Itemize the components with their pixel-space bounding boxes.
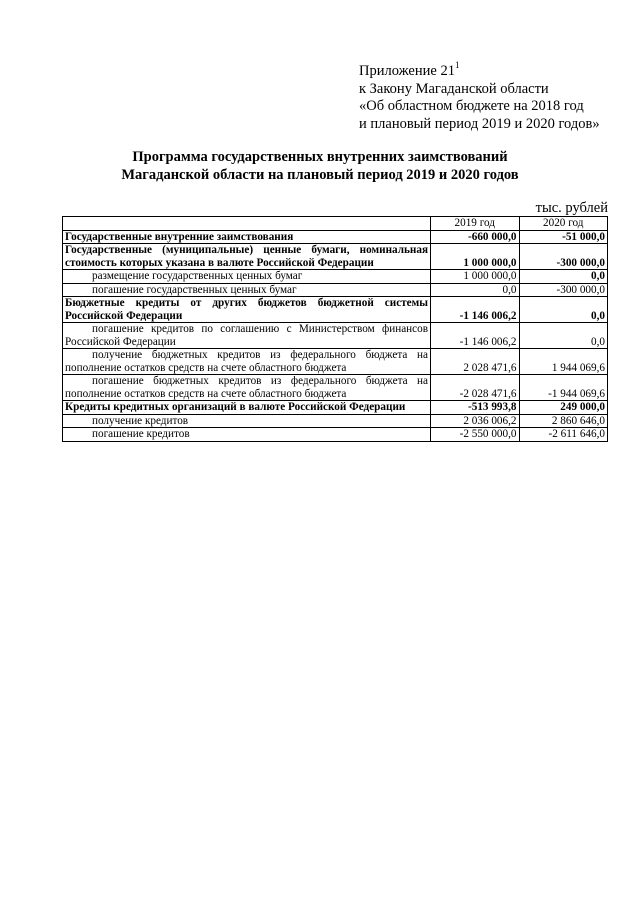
table-row: [63, 428, 608, 442]
row-name: Кредиты кредитных организаций в валюте Российской Федерации: [63, 401, 431, 415]
appendix-line-2: к Закону Магаданской области: [359, 80, 549, 97]
row-name: получение бюджетных кредитов из федерального бюджета на пополнение остатков средств на счете областного бюджета: [63, 349, 431, 375]
row-value-2020: -300 000,0: [519, 283, 608, 297]
row-name: размещение государственных ценных бумаг: [63, 270, 431, 284]
row-name: Государственные внутренние заимствования: [63, 230, 431, 244]
row-value-2019: -2 550 000,0: [431, 428, 520, 442]
row-value-2019: -2 028 471,6: [431, 375, 520, 401]
row-value-2020: 2 860 646,0: [519, 414, 608, 428]
appendix-line-3: «Об областном бюджете на 2018 год: [359, 98, 584, 114]
row-name: Бюджетные кредиты от других бюджетов бюджетной системы Российской Федерации: [63, 297, 431, 323]
row-value-2020: 0,0: [519, 297, 608, 323]
row-value-2019: 2 028 471,6: [431, 349, 520, 375]
table-row: [63, 244, 608, 270]
document-title: [0, 148, 640, 184]
row-value-2020: 249 000,0: [519, 401, 608, 415]
table-row: [63, 323, 608, 349]
row-name: погашение государственных ценных бумаг: [63, 283, 431, 297]
appendix-note: [359, 60, 600, 133]
table-row: [63, 270, 608, 284]
table-row: [63, 297, 608, 323]
table-header-row: [63, 217, 608, 231]
header-cell-2020: 2020 год: [519, 217, 608, 231]
table-row: [63, 283, 608, 297]
table-row: [63, 349, 608, 375]
row-value-2020: 1 944 069,6: [519, 349, 608, 375]
row-value-2020: 0,0: [519, 270, 608, 284]
appendix-line-4: и плановый период 2019 и 2020 годов»: [359, 115, 600, 132]
borrowing-table: [62, 216, 608, 442]
row-name: погашение кредитов по соглашению с Министерством финансов Российской Федерации: [63, 323, 431, 349]
row-value-2019: -660 000,0: [431, 230, 520, 244]
row-value-2020: -51 000,0: [519, 230, 608, 244]
row-value-2020: -2 611 646,0: [519, 428, 608, 442]
units-label: тыс. рублей: [535, 200, 608, 216]
row-value-2019: -1 146 006,2: [431, 297, 520, 323]
table-row: [63, 414, 608, 428]
table-row: [63, 230, 608, 244]
row-name: погашение бюджетных кредитов из федерального бюджета на пополнение остатков средств на счете областного бюджета: [63, 375, 431, 401]
row-name: погашение кредитов: [63, 428, 431, 442]
row-value-2020: 0,0: [519, 323, 608, 349]
row-value-2019: 1 000 000,0: [431, 270, 520, 284]
row-value-2019: -513 993,8: [431, 401, 520, 415]
appendix-line-1: Приложение $21^1$: [359, 60, 460, 79]
row-value-2019: 0,0: [431, 283, 520, 297]
table-row: [63, 375, 608, 401]
row-name: получение кредитов: [63, 414, 431, 428]
header-cell-name: [63, 217, 431, 231]
row-value-2019: 2 036 006,2: [431, 414, 520, 428]
row-name: Государственные (муниципальные) ценные бумаги, номинальная стоимость которых указана в валюте Российской Федерации: [63, 244, 431, 270]
row-value-2020: -300 000,0: [519, 244, 608, 270]
header-cell-2019: 2019 год: [431, 217, 520, 231]
row-value-2020: -1 944 069,6: [519, 375, 608, 401]
row-value-2019: 1 000 000,0: [431, 244, 520, 270]
title-line-2: Магаданской области на плановый период 2019 и 2020 годов: [121, 167, 519, 183]
table-row: [63, 401, 608, 415]
title-line-1: Программа государственных внутренних заимствований: [132, 149, 508, 165]
row-value-2019: -1 146 006,2: [431, 323, 520, 349]
